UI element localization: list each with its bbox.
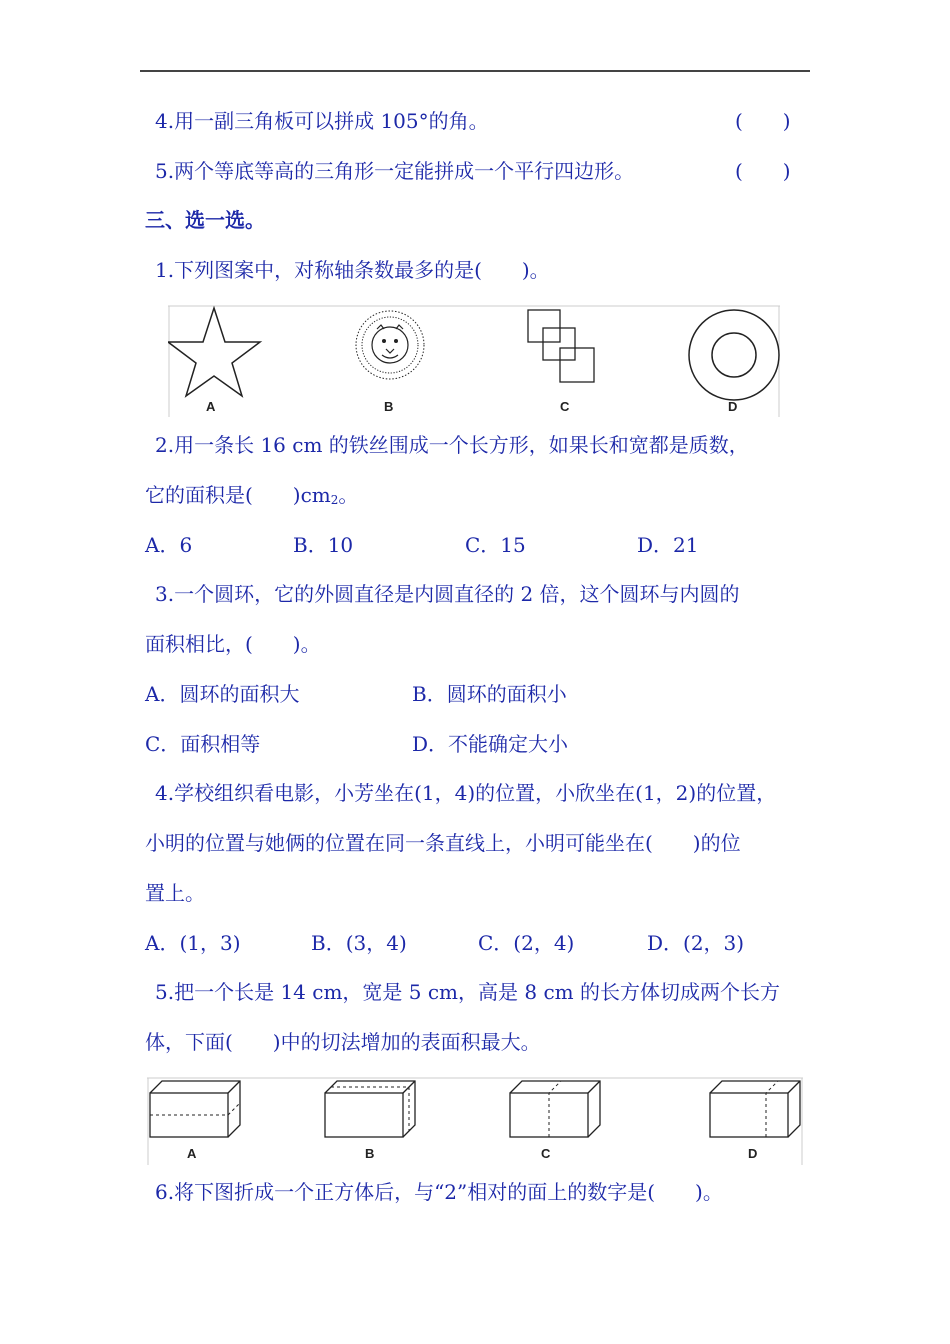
header-rule — [140, 70, 810, 72]
q2-line2-suffix: 。 — [338, 483, 359, 507]
q2-superscript: 2 — [330, 493, 339, 507]
cuboid-a-shape — [150, 1081, 240, 1137]
judge-item-4: 4.用一副三角板可以拼成 105°的角。 — [155, 109, 489, 133]
cuboid-d-shape — [710, 1081, 800, 1137]
q1-figure-svg — [168, 305, 780, 417]
judge-item-5: 5.两个等底等高的三角形一定能拼成一个平行四边形。 — [155, 159, 635, 183]
q5-label-a: A — [187, 1146, 197, 1161]
q4-option-a[interactable]: A．(1，3) — [145, 931, 241, 955]
q5-figure-svg — [147, 1077, 803, 1165]
q4-option-c[interactable]: C．(2，4) — [478, 931, 575, 955]
cuboid-b-shape — [325, 1081, 415, 1137]
question-6: 6.将下图折成一个正方体后，与“2”相对的面上的数字是( )。 — [155, 1180, 723, 1204]
question-5-line-2: 体，下面( )中的切法增加的表面积最大。 — [145, 1030, 541, 1054]
q3-option-b[interactable]: B．圆环的面积小 — [412, 682, 567, 706]
star-shape — [168, 308, 260, 396]
judge-answer-blank-4[interactable]: ( ) — [735, 109, 791, 133]
question-5-line-1: 5.把一个长是 14 cm，宽是 5 cm，高是 8 cm 的长方体切成两个长方 — [155, 980, 780, 1004]
question-4-line-1: 4.学校组织看电影，小芳坐在(1，4)的位置，小欣坐在(1，2)的位置， — [155, 781, 777, 805]
question-3-line-2: 面积相比，( )。 — [145, 632, 321, 656]
question-2-line-1: 2.用一条长 16 cm 的铁丝围成一个长方形，如果长和宽都是质数， — [155, 433, 749, 457]
judge-answer-blank-5[interactable]: ( ) — [735, 159, 791, 183]
lion-shape — [356, 311, 424, 379]
ring-shape — [689, 310, 779, 400]
q2-line2-prefix: 它的面积是( )cm — [145, 483, 331, 507]
section-heading: 三、选一选。 — [145, 208, 265, 232]
q1-label-c: C — [560, 399, 570, 414]
q3-option-c[interactable]: C．面积相等 — [145, 732, 261, 756]
q4-option-b[interactable]: B．(3，4) — [311, 931, 407, 955]
q2-option-b[interactable]: B．10 — [293, 533, 354, 557]
question-4-line-3: 置上。 — [145, 881, 205, 905]
q5-label-d: D — [748, 1146, 758, 1161]
q2-option-a[interactable]: A．6 — [145, 533, 193, 557]
q1-figure — [168, 305, 780, 417]
cuboid-c-shape — [510, 1081, 600, 1137]
q3-option-d[interactable]: D．不能确定大小 — [412, 732, 569, 756]
question-1: 1.下列图案中，对称轴条数最多的是( )。 — [155, 258, 550, 282]
q1-label-a: A — [206, 399, 216, 414]
question-3-line-1: 3.一个圆环，它的外圆直径是内圆直径的 2 倍，这个圆环与内圆的 — [155, 582, 740, 606]
q1-label-b: B — [384, 399, 394, 414]
q1-label-d: D — [728, 399, 738, 414]
q2-option-d[interactable]: D．21 — [637, 533, 699, 557]
q2-option-c[interactable]: C．15 — [465, 533, 526, 557]
q5-figure — [147, 1077, 803, 1165]
q4-option-d[interactable]: D．(2，3) — [647, 931, 745, 955]
question-4-line-2: 小明的位置与她俩的位置在同一条直线上，小明可能坐在( )的位 — [145, 831, 741, 855]
q5-label-c: C — [541, 1146, 551, 1161]
overlapping-squares-shape — [528, 310, 594, 382]
question-2-line-2 — [145, 481, 358, 512]
q5-label-b: B — [365, 1146, 375, 1161]
q3-option-a[interactable]: A．圆环的面积大 — [145, 682, 300, 706]
